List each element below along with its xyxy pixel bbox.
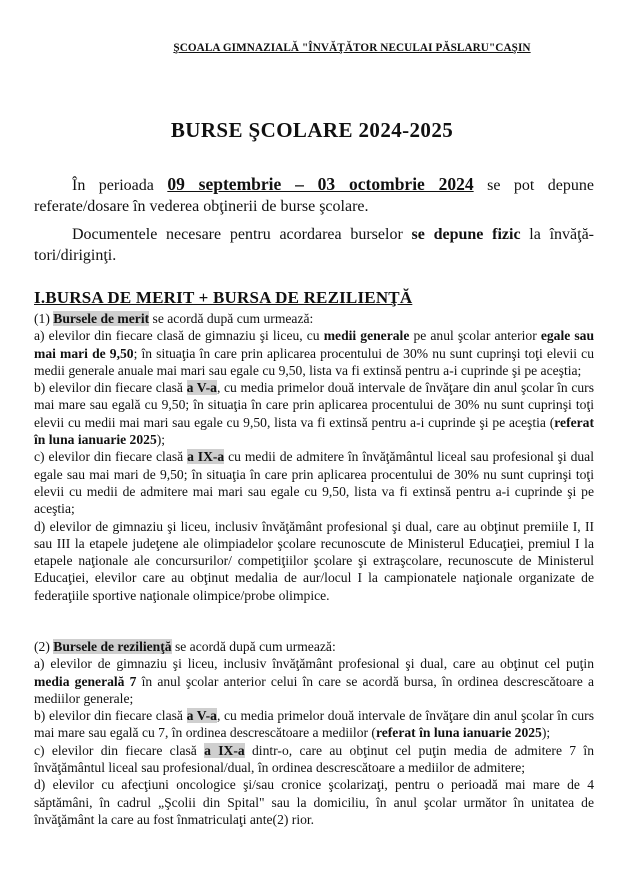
item-text: c) elevilor din fiecare clasă [34, 449, 188, 465]
intro-text: Documentele necesare pentru acordarea burselor [72, 226, 412, 243]
item-text: (2) [34, 639, 54, 654]
item-text: b) elevilor din fiecare clasă [34, 380, 187, 396]
item-text: a) elevilor din fiecare clasă de gimnaziu şi liceu, cu [34, 328, 324, 344]
section-merit-resilience [34, 288, 594, 604]
grade-label: a V-a [186, 380, 217, 396]
item-text: cu medii de admitere în învăţământul liceal sau profesional şi dual egale sau mai mari de 9,50; în situaţia în care prin aplicarea procentului de 30% nu sunt cuprinşi toţi elevii cu medii de admitere mai mari sau egale cu 9,50, lista va fi extinsă pentru a-i cuprinde şi pe aceştia; [34, 449, 594, 517]
item-text: în anul şcolar anterior celui în care se acordă bursa, în ordinea descrescătoare a mediilor generale; [34, 673, 594, 706]
document-title: BURSE ŞCOLARE 2024-2025 [170, 118, 454, 142]
submission-mode: se depune fizic [411, 226, 521, 243]
merit-item-a [34, 327, 594, 379]
item-text: se acordă după cum urmează: [171, 639, 336, 654]
intro-paragraph-period [34, 174, 594, 217]
item-text: a) elevilor de gimnaziu şi liceu, inclusiv învăţământ profesional şi dual, care au obţinut cel puţin [34, 656, 594, 672]
item-text: ; în situaţia în care prin aplicarea procentului de 30% nu sunt cuprinşi toţi elevii cu medii generale anuale mai mari sau egale cu 9,50, lista va fi extinsă pentru a-i cuprinde şi pe aceştia; [34, 345, 594, 378]
item-text: dintr-o, care au obţinut cel puţin media de admitere 7 în învăţământul liceal sau profesional/dual, în ordinea descrescătoare a mediilor de admitere; [34, 742, 594, 776]
resilience-item-b [34, 707, 594, 742]
merit-label: Bursele de merit [53, 311, 150, 326]
intro-text: la învăţă-tori/diriginţi. [34, 226, 595, 264]
item-text: c) elevilor din fiecare clasă [34, 742, 205, 758]
merit-heading [34, 310, 594, 327]
school-header: ŞCOALA GIMNAZIALĂ "ÎNVĂŢĂTOR NECULAI PĂSLARU"CAŞIN [173, 42, 531, 54]
item-text: b) elevilor din fiecare clasă [34, 708, 187, 724]
resilience-item-a [34, 655, 594, 707]
merit-item-b [34, 379, 594, 448]
item-text: , cu media primelor două intervale de învăţare din anul şcolar în curs mai mare sau egală cu 9,50; în situaţia în care prin aplicarea procentului de 30% nu sunt cuprinşi toţi elevii cu medii mai mari sau egale cu 9,50, lista va fi extinsă pentru a-i cuprinde şi pe aceştia ( [34, 380, 594, 430]
application-period: 09 septembrie – 03 octombrie 2024 [167, 174, 474, 194]
item-text: (1) [34, 311, 54, 326]
grade-label: a V-a [186, 708, 217, 724]
item-text: se acordă după cum urmează: [149, 311, 314, 326]
item-bold: media generală 7 [34, 673, 137, 689]
item-text: ); [156, 432, 166, 448]
section-resilience [34, 638, 594, 828]
item-text: ); [541, 725, 551, 741]
item-text: , cu media primelor două intervale de învăţare din anul şcolar în curs mai mare sau egală cu 7, în ordinea descrescătoare a mediilor ( [34, 708, 594, 741]
item-bold: referat în luna ianuarie 2025 [34, 414, 594, 448]
resilience-item-c [34, 742, 594, 777]
intro-block [34, 174, 594, 266]
intro-paragraph-documents [34, 224, 594, 266]
item-bold: medii generale [323, 328, 410, 344]
item-text: pe anul şcolar anterior [409, 328, 541, 344]
section-title: I.BURSA DE MERIT + BURSA DE REZILIENŢĂ [34, 288, 413, 307]
resilience-label: Bursele de rezilienţă [53, 639, 172, 654]
item-bold: egale sau mai mari de 9,50 [34, 328, 595, 361]
intro-text: se pot depune referate/dosare în vederea obţinerii de burse şcolare. [34, 177, 595, 215]
resilience-item-d: d) elevilor cu afecţiuni oncologice şi/sau cronice şcolarizaţi, pentru o perioadă mai mare de 4 săptămâni, în cadrul „Şcolii din Spital" sau la domiciliu, în anul şcolar următor în unitatea de învăţământ la care au fost înmatriculaţi ante(2) rior. [34, 777, 594, 827]
item-bold: referat în luna ianuarie 2025 [375, 725, 542, 741]
grade-label: a IX-a [187, 449, 225, 465]
merit-item-d: d) elevilor de gimnaziu şi liceu, inclusiv învăţământ profesional şi dual, care au obţinut premiile I, II sau III la etapele judeţene ale olimpiadelor şcolare recunoscute de Ministerul Educaţiei, premiul I la etapele naţionale ale concursurilor/ competiţiilor şcolare şi extraşcolare, recunoscute de Ministerul Educaţiei, elevilor care au obţinut medalia de aur/locul I la campionatele naţionale organizate de federaţiile sportive naţionale olimpice/probe olimpice. [34, 518, 594, 603]
intro-text: În perioada [72, 177, 168, 194]
grade-label: a IX-a [204, 742, 245, 758]
merit-item-c [34, 448, 594, 517]
resilience-heading [34, 638, 594, 655]
